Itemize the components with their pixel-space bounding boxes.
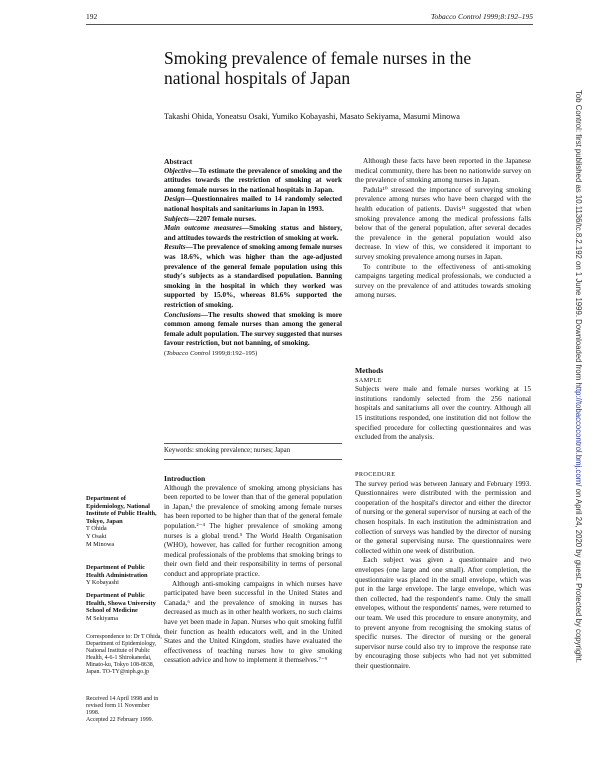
abstract-heading: Abstract bbox=[164, 157, 193, 166]
affiliation-department: Department of Public Health, Showa University School of Medicine bbox=[86, 592, 156, 615]
author-list: Takashi Ohida, Yoneatsu Osaki, Yumiko Kobayashi, Masato Sekiyama, Masumi Minowa bbox=[164, 112, 460, 121]
article-title: Smoking prevalence of female nurses in the national hospitals of Japan bbox=[164, 48, 472, 88]
abstract-outcome: Main outcome measures—Smoking status and history, and attitudes towards the restriction of smoking at work. bbox=[164, 224, 342, 242]
received-date: Received 14 April 1998 and in revised form 11 November 1998. bbox=[86, 696, 159, 717]
affiliation-author: Y Osaki bbox=[86, 532, 107, 540]
accepted-date: Accepted 22 February 1999. bbox=[86, 717, 154, 724]
abstract-subjects: Subjects—2207 female nurses. bbox=[164, 214, 257, 223]
sample-heading: SAMPLE bbox=[355, 376, 382, 384]
affiliation-author: M Minowa bbox=[86, 540, 115, 548]
received-dates bbox=[86, 696, 164, 724]
journal-link[interactable]: http://tobaccocontrol.bmj.com/ bbox=[574, 382, 583, 487]
abstract-rule bbox=[164, 443, 342, 444]
sample-paragraph: Subjects were male and female nurses working at 15 institutions randomly selected from the 256 national hospitals and sanitariums all over the country. Although all 15 institutions responded, one institution did not follow the specified procedure for collecting questionnaires and was excluded from the analysis. bbox=[355, 385, 531, 442]
affiliation-author: T Ohida bbox=[86, 525, 107, 533]
introduction-heading: Introduction bbox=[164, 474, 206, 483]
methods-heading: Methods bbox=[355, 366, 384, 375]
affiliation-2 bbox=[86, 564, 164, 587]
body-paragraph: Padula¹⁰ stressed the importance of surveying smoking prevalence among nurses who have been charged with the health education of patients. Davis¹¹ suggested that when smoking prevalence among the medical professions falls below that of the general population, after several decades the prevalence in the general population would also decrease. In view of this, we considered it important to survey smoking prevalence among nurses in Japan. bbox=[355, 185, 531, 261]
abstract-conclusions: Conclusions—The results showed that smoking is more common among female nurses than among the general female adult population. The survey suggested that nurses favour restriction, but not banning, of smoking. bbox=[164, 310, 342, 348]
introduction-paragraph: Although anti-smoking campaigns in which nurses have participated have been successful in the United States and Canada,⁶ and the prevalence of smoking in nurses has decreased as much as in other health workers, no such claims have yet been made in Japan. Nurses who quit smoking fulfil their function as health educators well, and in the United States and the United Kingdom, studies have evaluated the effectiveness of teaching nurses how to give smoking cessation advice and how to implement it themselves.⁷⁻⁹ bbox=[164, 579, 342, 665]
affiliation-author: M Sekiyama bbox=[86, 614, 119, 622]
right-column-top bbox=[355, 157, 531, 301]
procedure-paragraph: The survey period was between January and February 1993. Questionnaires were distributed with the permission and cooperation of the hospital's director and either the director of nursing or the general supervisor of nursing at each of the chosen hospitals. In each institution the administration and collection of surveys was handled by the director of nursing or the general supervising nurse. The questionnaires were collected within one week of distribution. bbox=[355, 479, 531, 555]
procedure-heading: PROCEDURE bbox=[355, 471, 396, 478]
affiliation-department: Department of Epidemiology, National Institute of Public Health, Tokyo, Japan bbox=[86, 495, 157, 525]
abstract-results: Results—The prevalence of smoking among female nurses was 18.6%, which was higher than the age-adjusted prevalence of the general female population using this study's subjects as a standardised population. Banning smoking in the hospital in which they worked was supported by 15.0%, whereas 81.6% supported the restriction of smoking. bbox=[164, 243, 342, 309]
body-paragraph: To contribute to the effectiveness of anti-smoking campaigns targeting medical professionals, we conducted a survey on the prevalence of and attitudes towards smoking among nurses. bbox=[355, 262, 531, 300]
header-rule bbox=[86, 24, 533, 25]
keywords-rule bbox=[164, 459, 342, 460]
introduction-paragraph: Although the prevalence of smoking among physicians has been reported to be lower than that of the general population in Japan,¹ the prevalence of smoking among female nurses has been reported to be higher than that of the general female population.²⁻⁴ The higher prevalence of smoking among nurses is a global trend.⁵ The World Health Organisation (WHO), however, has called for further recognition among medical professionals of the problems that smoking brings to their own field and their responsibility in terms of personal conduct and appropriate practice. bbox=[164, 483, 342, 578]
introduction bbox=[164, 474, 342, 666]
correspondence: Correspondence to: Dr T Ohida, Department of Epidemiology, National Institute of Public Health, 4-6-1 Shirokanedai, Minato-ku, Tokyo 108-8638, Japan. TO-TY@niph.go.jp bbox=[86, 634, 162, 676]
affiliation-3 bbox=[86, 592, 164, 622]
keywords: Keywords: smoking prevalence; nurses; Japan bbox=[164, 447, 291, 454]
affiliation-author: Y Kobayashi bbox=[86, 579, 119, 587]
abstract-objective: Objective—To estimate the prevalence of smoking and the attitudes towards the restriction of smoking at work among female nurses in the national hospitals in Japan. bbox=[164, 166, 342, 194]
abstract bbox=[164, 157, 342, 358]
page-number: 192 bbox=[86, 12, 98, 21]
procedure-paragraph: Each subject was given a questionnaire and two envelopes (one large and one small). After completion, the questionnaire was placed in the small envelope, which was put in the large envelope. The large envelope, which was then collected, had the respondent's name. Only the small envelopes, without the respondents' names, were returned to our team. We used this procedure to ensure anonymity, and to prevent anyone from recognising the smoking status of specific nurses. The director of nursing or the general supervisor nurse could also try to improve the response rate by encouraging those subjects who had not yet submitted their questionnaire. bbox=[355, 556, 531, 670]
methods bbox=[355, 366, 531, 443]
body-paragraph: Although these facts have been reported in the Japanese medical community, there has been no nationwide survey on the prevalence of smoking among nurses in Japan. bbox=[355, 157, 531, 185]
affiliation-department: Department of Public Health Administration bbox=[86, 564, 148, 579]
abstract-citation: (Tobacco Control 1999;8:192–195) bbox=[164, 349, 258, 357]
abstract-design: Design—Questionnaires mailed to 14 randomly selected national hospitals and sanitariums in Japan in 1993. bbox=[164, 195, 342, 213]
procedure bbox=[355, 470, 531, 671]
journal-header: Tobacco Control 1999;8:192–195 bbox=[431, 12, 533, 21]
affiliation-1 bbox=[86, 495, 164, 548]
copyright-sidebar: Tob Control: first published as 10.1136/tc.8.2.192 on 1 June 1999. Downloaded from http://tobaccocontrol.bmj.com/ on April 24, 2020 by guest. Protected by copyright. bbox=[574, 90, 583, 663]
